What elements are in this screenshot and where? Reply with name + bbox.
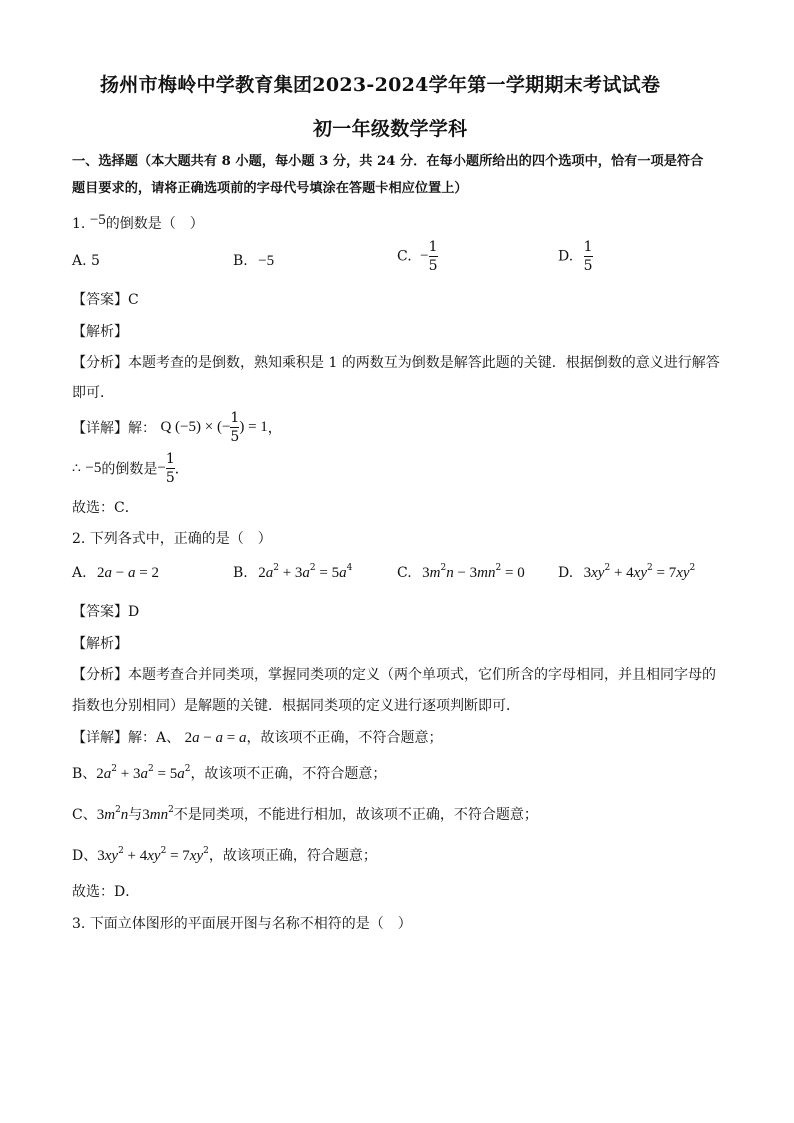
option-label: C. [397, 565, 412, 581]
question-number: 1. [72, 216, 86, 232]
question-text: 下列各式中，正确的是（ ） [89, 531, 272, 547]
detail-expression: Q (−5) × (− [160, 419, 231, 435]
fraction-numerator: 1 [165, 451, 175, 467]
section-heading-line1: 一、选择题（本大题共有 8 小题，每小题 3 分，共 24 分．在每小题所给出的四个选项中，恰有一项是符合 [72, 154, 704, 169]
q2-detail-b [72, 763, 386, 783]
q1-option-a: A. 5 [72, 253, 100, 269]
question-text: 下面立体图形的平面展开图与名称不相符的是（ ） [89, 916, 412, 932]
question-3 [72, 913, 412, 933]
answer-tag: 【答案】 [72, 604, 128, 620]
detail-tail: ， [267, 420, 282, 437]
fraction-bar [230, 427, 239, 428]
fraction-denominator: 5 [230, 429, 240, 445]
question-expression: −5 [89, 212, 106, 228]
exam-subtitle: 初一年级数学学科 [313, 118, 468, 140]
option-label: A. [72, 565, 87, 581]
detail-prefix: 解：A、 [128, 730, 181, 746]
question-number: 2. [72, 531, 86, 547]
q2-choose: 故选：D． [72, 884, 140, 900]
therefore-symbol: ∴ [72, 460, 81, 477]
option-fraction [584, 240, 593, 273]
analysis-tag: 【分析】 [72, 355, 128, 371]
detail-prefix: B、 [72, 766, 97, 782]
q1-option-c [397, 240, 438, 273]
fraction-numerator: 1 [428, 239, 438, 255]
analysis-text: 本题考查合并同类项，掌握同类项的定义（两个单项式，它们所含的字母相同，并且相同字母的 [128, 667, 716, 683]
detail-tail: ，故该项不正确，不符合题意； [246, 730, 443, 746]
fraction-numerator: 1 [230, 410, 240, 426]
option-formula: $2a^2 + 3a^2 = 5a^4$ [258, 563, 353, 581]
q2-option-b [233, 565, 352, 582]
fraction-bar [166, 468, 175, 469]
q2-option-a [72, 565, 159, 582]
q1-conclusion [72, 452, 189, 485]
q2-jiexi: 【解析】 [72, 636, 128, 652]
section-heading-line2: 题目要求的，请将正确选项前的字母代号填涂在答题卡相应位置上） [72, 181, 468, 196]
question-number: 3. [72, 916, 86, 932]
q2-option-c [397, 565, 525, 582]
detail-formula: 2a − a = a [184, 730, 247, 746]
detail-formula: $3m^2n$ [96, 805, 129, 823]
detail-fraction [230, 411, 239, 444]
detail-tag: 【详解】 [72, 730, 128, 746]
option-formula: $3xy^2 + 4xy^2 = 7xy^2$ [583, 563, 696, 581]
exam-title: 扬州市梅岭中学教育集团2023-2024学年第一学期期末考试试卷 [100, 74, 661, 96]
q2-answer [72, 601, 139, 621]
detail-prefix: 解： [128, 420, 156, 437]
option-label: C. [397, 248, 412, 265]
fraction-bar [584, 256, 593, 257]
conclusion-sign: − [157, 460, 166, 476]
q1-detail [72, 411, 282, 444]
detail-tag: 【详解】 [72, 420, 128, 437]
q2-option-d [558, 565, 695, 582]
option-label: D. [558, 565, 574, 581]
fraction-numerator: 1 [583, 239, 593, 255]
option-fraction [429, 240, 438, 273]
detail-expression-end: ) = 1 [239, 419, 268, 435]
option-formula: 2a − a = 2 [97, 565, 159, 581]
q1-jiexi: 【解析】 [72, 324, 128, 340]
option-sign: − [420, 248, 429, 264]
fraction-denominator: 5 [165, 470, 175, 486]
q1-option-b [233, 253, 274, 270]
question-1 [72, 213, 204, 233]
question-2 [72, 528, 272, 548]
detail-tail: 不是同类项，不能进行相加，故该项不正确，不符合题意； [173, 807, 538, 823]
detail-formula-2: $3mn^2$ [142, 805, 174, 823]
fraction-denominator: 5 [583, 258, 593, 274]
q1-option-d [558, 240, 593, 273]
conclusion-text: 的倒数是 [101, 461, 158, 478]
detail-formula: $2a^2 + 3a^2 = 5a^2$ [96, 764, 191, 782]
q1-analysis-line1 [72, 352, 720, 372]
q1-answer [72, 289, 139, 309]
answer-value: D [128, 604, 140, 620]
option-label: B. [233, 253, 248, 269]
conclusion-tail: ． [174, 461, 189, 478]
q2-analysis-line2: 指数也分别相同）是解题的关键．根据同类项的定义进行逐项判断即可． [72, 698, 520, 714]
q2-detail-c [72, 804, 538, 824]
q2-detail-d [72, 845, 377, 865]
fraction-denominator: 5 [428, 258, 438, 274]
answer-tag: 【答案】 [72, 292, 128, 308]
option-formula: $3m^2n - 3mn^2 = 0$ [422, 563, 525, 581]
q2-detail-a [72, 727, 443, 747]
conclusion-fraction [166, 452, 175, 485]
detail-tail: ，故该项不正确，不符合题意； [190, 766, 387, 782]
detail-prefix: D、 [72, 848, 98, 864]
detail-tail: ，故该项正确，符合题意； [208, 848, 377, 864]
detail-formula: $3xy^2 + 4xy^2 = 7xy^2$ [97, 846, 209, 864]
fraction-bar [429, 256, 438, 257]
conclusion-expression: −5 [85, 460, 102, 476]
question-text: 的倒数是（ ） [105, 216, 204, 232]
q1-choose: 故选：C． [72, 500, 139, 516]
answer-value: C [128, 292, 139, 308]
option-value: −5 [258, 253, 275, 269]
analysis-tag: 【分析】 [72, 667, 128, 683]
q2-analysis-line1 [72, 664, 716, 684]
detail-prefix: C、 [72, 807, 97, 823]
analysis-text: 本题考查的是倒数，熟知乘积是 1 的两数互为倒数是解答此题的关键．根据倒数的意义进行解答 [128, 355, 720, 371]
q1-analysis-line2: 即可． [72, 385, 114, 401]
option-label: B. [233, 565, 248, 581]
option-label: D. [558, 248, 574, 265]
detail-connector: 与 [128, 807, 143, 823]
